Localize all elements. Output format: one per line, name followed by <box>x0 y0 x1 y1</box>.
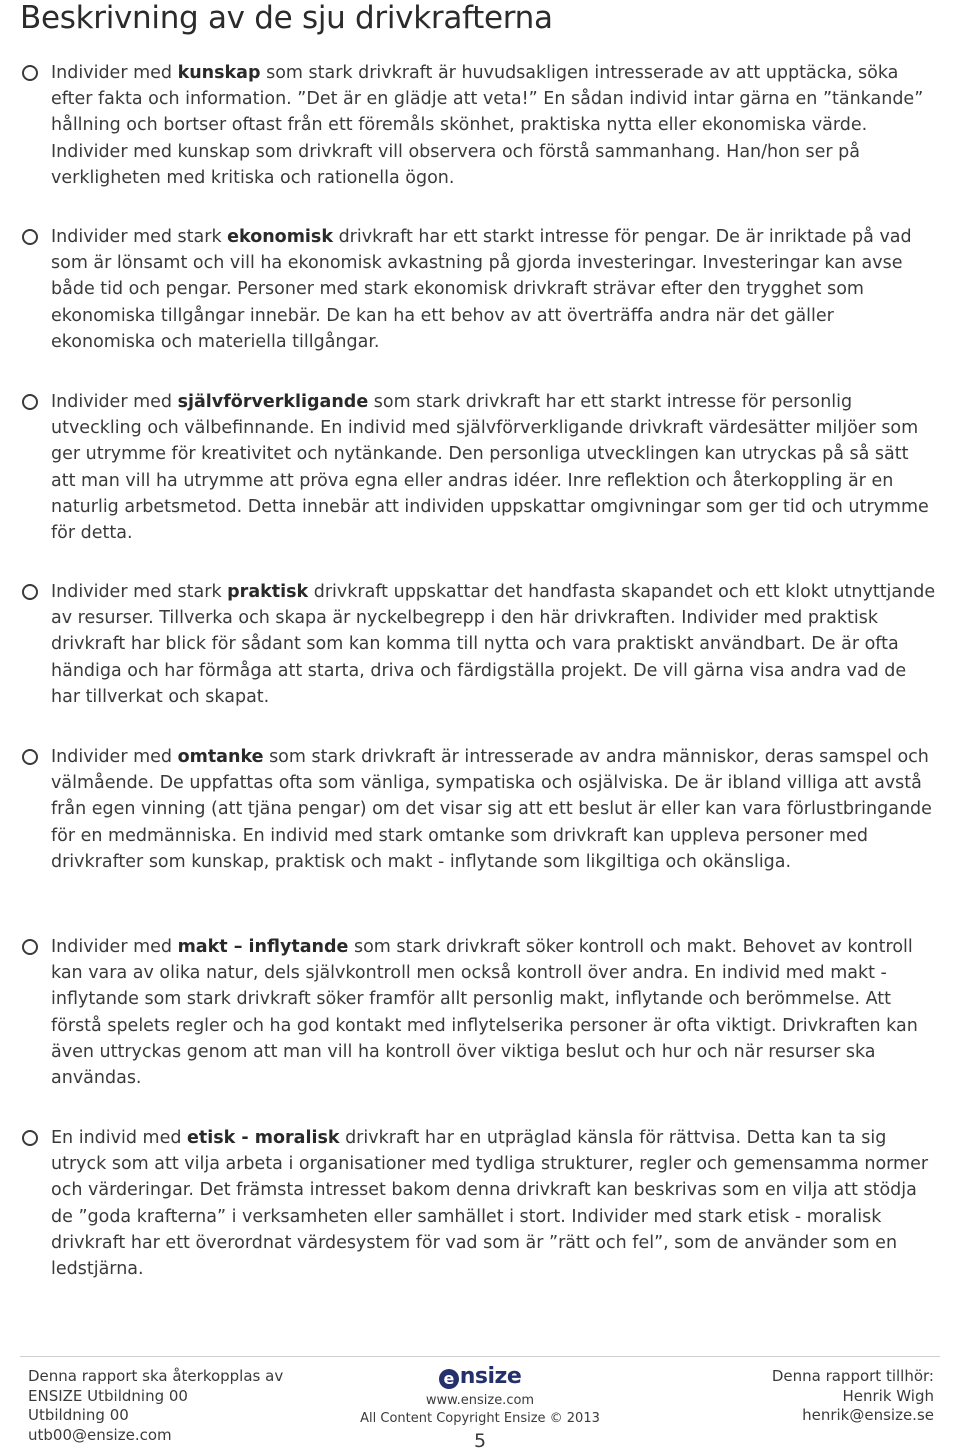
section-text: Individer med stark ekonomisk drivkraft har ett starkt intresse för pengar. De är inriktade på vad som är lönsamt och vill ha ekonomisk avkastning på gjorda investeringar. Investeringar kan avse både tid och pengar. Personer med stark ekonomisk drivkraft strävar efter den trygghet som ekonomiska tillgångar innebär. De kan ha ett behov av att överträffa andra när det gäller ekonomiska och materiella tillgångar. <box>51 227 912 352</box>
footer-course: Utbildning 00 <box>28 1406 129 1424</box>
section-omtanke <box>22 744 937 875</box>
section-text: Individer med självförverkligande som stark drivkraft har ett starkt intresse för personlig utveckling och välbefinnande. En individ med självförverkligande drivkraft värdesätter miljöer som ger utrymme för kreativitet och nytänkande. Den personliga utvecklingen kan utryckas på så sätt att man vill ha utrymme att pröva egna eller andras idéer. Inre reflektion och återkoppling är en naturlig arbetsmetod. Detta innebär att individen uppskattar omgivningar som ger tid och utrymme för detta. <box>51 392 929 544</box>
page-title: Beskrivning av de sju drivkrafterna <box>20 0 553 36</box>
circle-bullet-icon <box>22 394 38 410</box>
section-makt-inflytande <box>22 934 937 1091</box>
copyright-text: All Content Copyright Ensize © 2013 <box>360 1411 600 1426</box>
section-text: Individer med makt – inflytande som stark drivkraft söker kontroll och makt. Behovet av kontroll kan vara av olika natur, dels självkontroll men också kontroll över andra. En individ med makt - inflytande som stark drivkraft söker framför allt personlig makt, inflytande och berömmelse. Att förstå spelets regler och ha god kontakt med inflytelserika personer är ofta viktigt. Drivkraften kan även uttryckas genom att man vill ha kontroll över viktiga beslut och hur och när resurser ska användas. <box>51 937 918 1089</box>
section-text: Individer med omtanke som stark drivkraft är intresserade av andra människor, deras samspel och välmående. De uppfattas ofta som vänliga, sympatiska och osjälviska. De är ibland villiga att avstå från egen vinning (att tjäna pengar) om det visar sig att ett beslut är eller kan vara förlustbringande för en medmänniska. En individ med stark omtanke som drivkraft kan uppleva personer med drivkrafter som kunskap, praktisk och makt - inflytande som likgiltiga och okänsliga. <box>51 747 932 872</box>
section-keyword: praktisk <box>227 582 309 602</box>
ensize-logo: e nsize <box>439 1366 522 1389</box>
footer-owner-label: Denna rapport tillhör: <box>771 1367 934 1385</box>
footer-email: utb00@ensize.com <box>28 1425 172 1444</box>
section-kunskap <box>22 60 937 191</box>
section-keyword: självförverkligande <box>177 392 369 412</box>
circle-bullet-icon <box>22 1130 38 1146</box>
section-keyword: makt – inflytande <box>177 937 349 957</box>
footer-owner-email[interactable]: henrik@ensize.se <box>802 1406 934 1424</box>
section-text: Individer med stark praktisk drivkraft uppskattar det handfasta skapandet och ett klokt utnyttjande av resurser. Tillverka och skapa är nyckelbegrepp i den här drivkraften. Individer med praktisk drivkraft har blick för sådant som kan komma till nytta och vara praktiskt användbart. De är ofta händiga och har förmåga att starta, driva och färdigställa projekt. De vill gärna visa andra vad de har tillverkat och skapat. <box>51 582 936 707</box>
section-keyword: omtanke <box>177 747 264 767</box>
footer-feedback-info <box>28 1367 283 1445</box>
section-text: Individer med kunskap som stark drivkraft är huvudsakligen intresserade av att upptäcka, söka efter fakta och information. ”Det är en glädje att veta!” En sådan individ intar gärna en ”tänkande” hållning och bortser oftast från ett föremåls skönhet, praktiska nytta eller ekonomiska värde. Individer med kunskap som drivkraft vill observera och förstå sammanhang. Han/hon ser på verkligheten med kritiska och rationella ögon. <box>51 63 924 188</box>
section-keyword: kunskap <box>177 63 261 83</box>
page-number: 5 <box>473 1430 487 1452</box>
footer-owner-name: Henrik Wigh <box>842 1386 934 1405</box>
section-ekonomisk <box>22 224 937 355</box>
footer-owner-info <box>772 1367 934 1426</box>
circle-bullet-icon <box>22 584 38 600</box>
circle-bullet-icon <box>22 939 38 955</box>
circle-bullet-icon <box>22 229 38 245</box>
footer-divider <box>20 1356 940 1357</box>
circle-bullet-icon <box>22 749 38 765</box>
section-sjalvforverkligande <box>22 389 937 546</box>
section-keyword: etisk - moralisk <box>187 1128 340 1148</box>
website-link[interactable]: www.ensize.com <box>425 1393 535 1408</box>
footer-feedback-label: Denna rapport ska återkopplas av <box>28 1367 284 1385</box>
section-praktisk <box>22 579 937 710</box>
footer-company: ENSIZE Utbildning 00 <box>28 1386 188 1405</box>
section-etisk-moralisk <box>22 1125 937 1282</box>
section-keyword: ekonomisk <box>227 227 333 247</box>
section-text: En individ med etisk - moralisk drivkraft har en utpräglad känsla för rättvisa. Detta kan ta sig utryck som att vilja arbeta i organisationer med tydliga strukturer, regler och gemensamma normer och värderingar. Det främsta intresset bakom denna drivkraft kan beskrivas som en vilja att stödja de ”goda krafterna” i verksamheten eller samhället i stort. Individer med stark etisk - moralisk drivkraft har ett överordnat värdesystem för vad som är ”rätt och fel”, som de använder som en ledstjärna. <box>51 1128 929 1280</box>
ensize-logo-mark: e <box>439 1369 459 1389</box>
circle-bullet-icon <box>22 65 38 81</box>
footer-brand <box>340 1366 620 1452</box>
